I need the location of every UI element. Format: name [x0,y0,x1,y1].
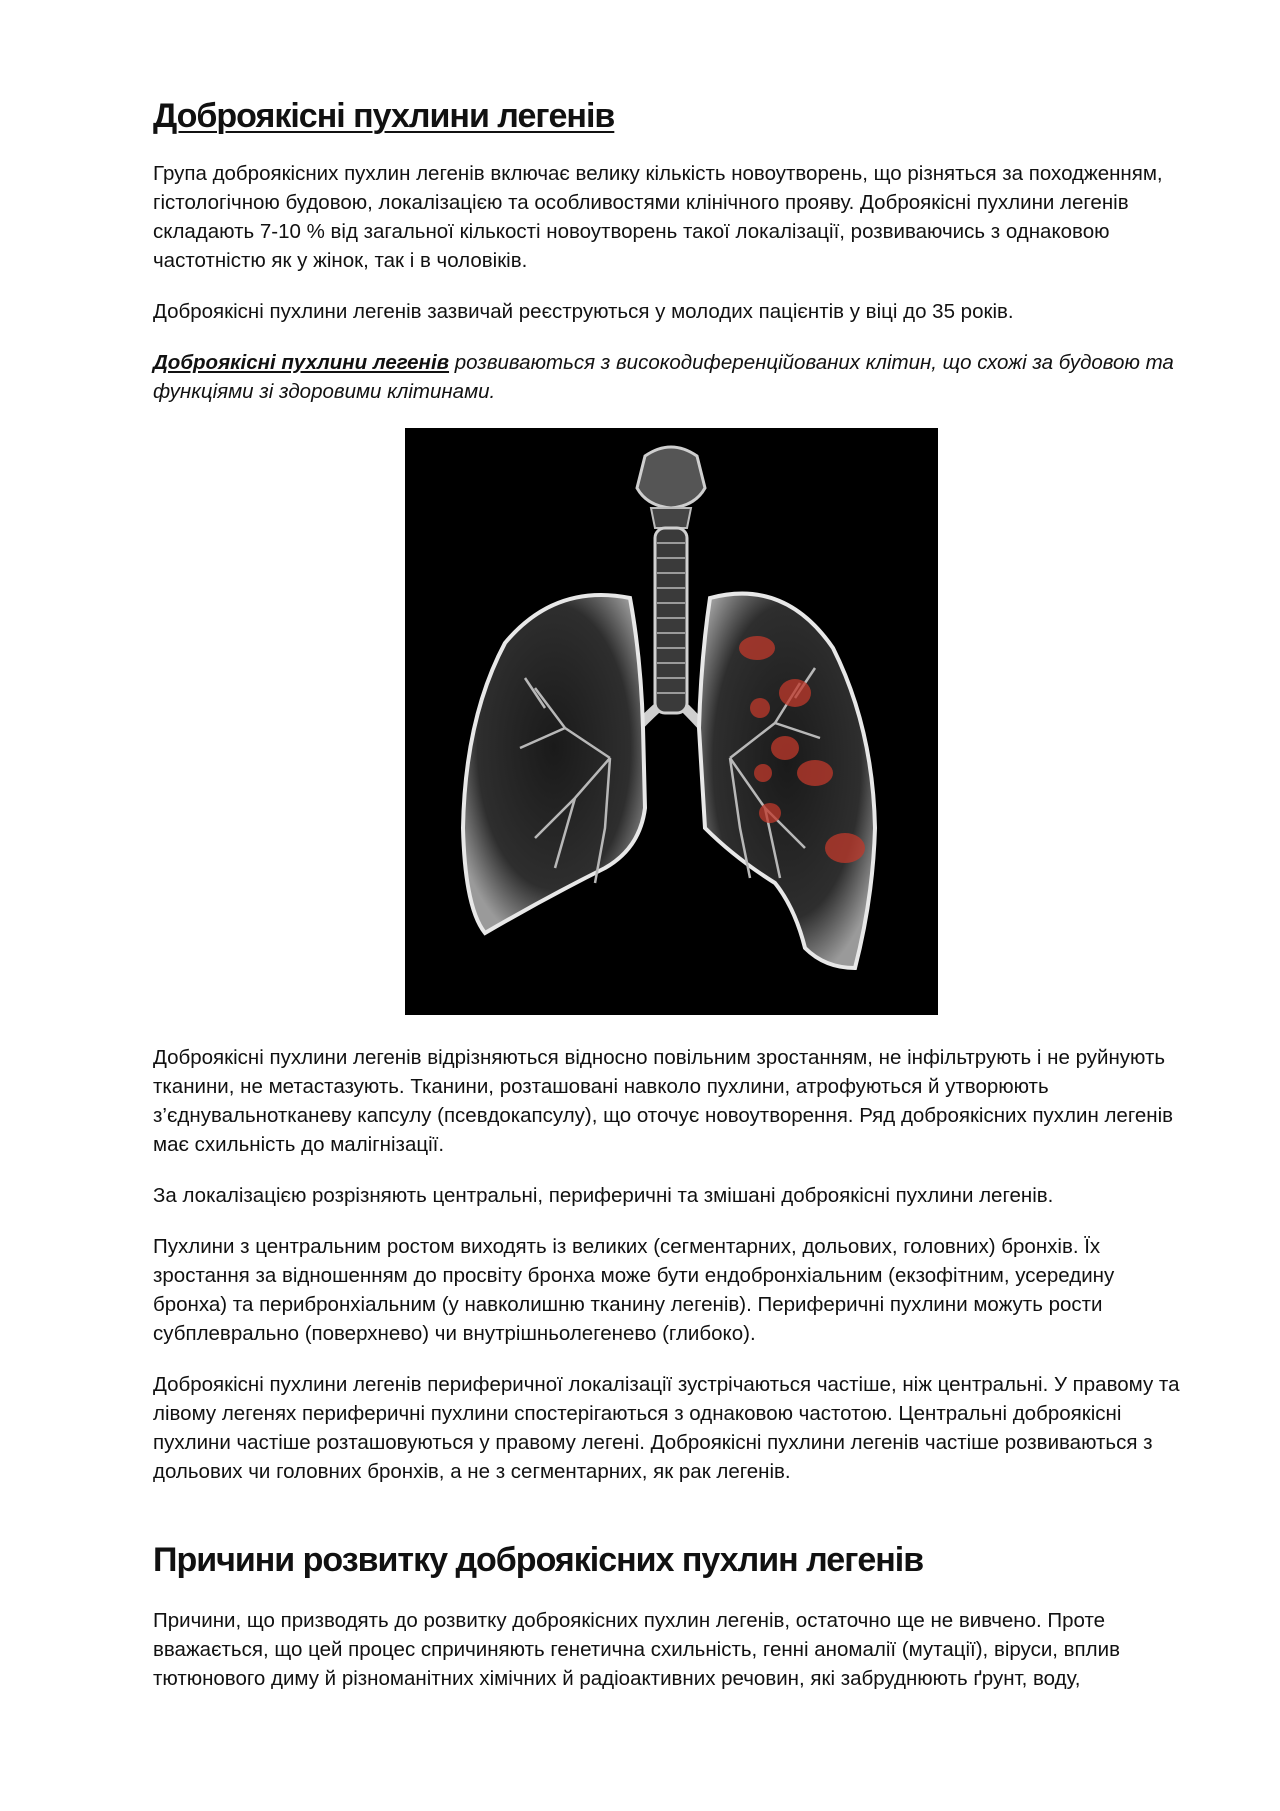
lungs-figure [405,428,938,1015]
lungs-xray-icon [405,428,938,1015]
section-heading-causes: Причини розвитку доброякісних пухлин легенів [153,1541,924,1579]
emphasis-term: Доброякісні пухлини легенів [153,351,450,374]
paragraph-intro: Група доброякісних пухлин легенів включає велику кількість новоутворень, що різняться за походженням, гістологічною будовою, локалізацією та особливостями клінічного прояву. Доброякісні пухлини легенів складають 7-10 % від загальної кількості новоутворень такої локалізації, розвиваючись з однаковою частотністю як у жінок, так і в чоловіків. [153,162,1163,272]
paragraph-age: Доброякісні пухлини легенів зазвичай реєструються у молодих пацієнтів у віці до 35 років. [153,300,1014,323]
page-title: Доброякісні пухлини легенів [153,97,615,135]
paragraph-causes: Причини, що призводять до розвитку доброякісних пухлин легенів, остаточно ще не вивчено. Проте вважається, що цей процес спричиняють генетична схильність, генні аномалії (мутації), віруси, вплив тютюнового диму й різноманітних хімічних й радіоактивних речовин, які забруднюють ґрунт, воду, [153,1609,1120,1690]
paragraph-central-growth: Пухлини з центральним ростом виходять із великих (сегментарних, дольових, головних) бронхів. Їх зростання за відношенням до просвіту бронха може бути ендобронхіальним (екзофітним, усередину бронха) та перибронхіальним (у навколишню тканину легенів). Периферичні пухлини можуть рости субплеврально (поверхнево) чи внутрішньолегенево (глибоко). [153,1235,1115,1345]
document-body [153,92,1193,1715]
paragraph-origin [153,348,1193,406]
emphasis-rest: розвиваються з високодиференційованих клітин, що схожі за будовою та функціями зі здоровими клітинами. [153,351,1174,403]
paragraph-localization: За локалізацією розрізняють центральні, периферичні та змішані доброякісні пухлини легенів. [153,1184,1054,1207]
paragraph-characteristics: Доброякісні пухлини легенів відрізняються відносно повільним зростанням, не інфільтрують і не руйнують тканини, не метастазують. Тканини, розташовані навколо пухлини, атрофуються й утворюють з’єднувальнотканеву капсулу (псевдокапсулу), що оточує новоутворення. Ряд доброякісних пухлин легенів має схильність до малігнізації. [153,1046,1174,1156]
paragraph-frequency: Доброякісні пухлини легенів периферичної локалізації зустрічаються частіше, ніж центральні. У правому та лівому легенях периферичні пухлини спостерігаються з однаковою частотою. Центральні доброякісні пухлини частіше розташовуються у правому легені. Доброякісні пухлини легенів частіше розвиваються з дольових чи головних бронхів, а не з сегментарних, як рак легенів. [153,1373,1180,1483]
